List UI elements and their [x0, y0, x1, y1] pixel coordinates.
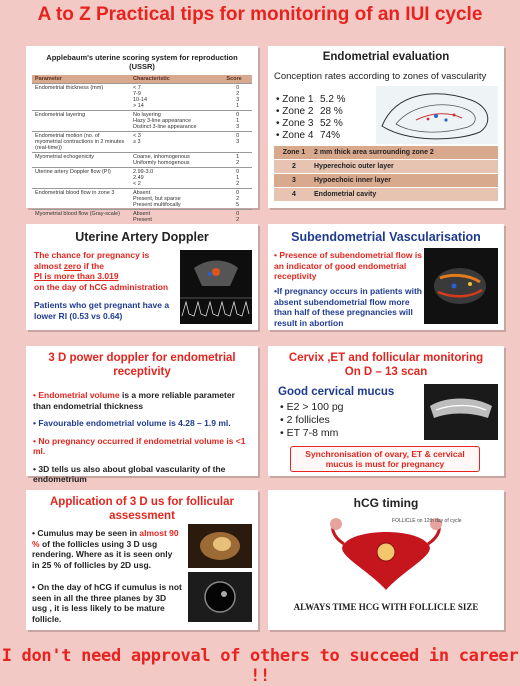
cervix-ultrasound-image	[424, 384, 498, 440]
zone-rate-item	[276, 106, 346, 118]
ussr-cell-char: Absent Present, but sparse Present multifocally	[130, 189, 223, 210]
ussr-title	[26, 53, 258, 71]
ussr-cell-char: Coarse, inhomogenous Uniformly homogenous	[130, 153, 223, 168]
motivational-footer: I don't need approval of others to succeed in career !!	[1, 646, 519, 686]
ussr-header-score: Score	[223, 75, 252, 84]
global-vascularity-bullet: • 3D tells us also about global vascularity of the endometrium	[33, 463, 226, 484]
zone-table-desc: 2 mm thick area surrounding zone 2	[314, 149, 434, 156]
power-doppler-title	[26, 351, 258, 379]
ussr-panel	[26, 46, 258, 223]
ussr-header-characteristic: Characteristic	[130, 75, 223, 84]
zone-table-zone: 4	[292, 191, 296, 198]
power-doppler-title-line2: receptivity	[113, 366, 171, 378]
zone-label: • Zone 1	[276, 94, 314, 105]
power-doppler-panel	[26, 346, 258, 484]
poster-title: A to Z Practical tips for monitoring of an IUI cycle	[37, 4, 483, 25]
hcg-timing-panel	[268, 490, 504, 630]
ussr-cell-score: 0 2 5	[223, 189, 252, 210]
if-the-text: if the	[83, 260, 104, 271]
cervix-criteria-item: • 2 follicles	[280, 414, 330, 426]
cervix-items-list	[280, 401, 344, 440]
ussr-cell-score: 0 3	[223, 132, 252, 153]
ussr-title-line2: (USSR)	[129, 62, 155, 71]
subendometrial-title: Subendometrial Vascularisation	[291, 230, 481, 244]
ussr-cell-char: No layering Hazy 3-line appearance Distinct 3-line appearance	[130, 111, 223, 132]
uterine-artery-doppler-title: Uterine Artery Doppler	[75, 230, 209, 244]
zone-rate-value: 28 %	[320, 106, 343, 117]
ussr-table-row	[32, 210, 252, 225]
power-doppler-title-line1: 3 D power doppler for endometrial	[48, 352, 236, 364]
favourable-volume-bullet: • Favourable endometrial volume is 4.28 – 1.9 ml.	[33, 418, 231, 428]
cervix-title	[268, 351, 504, 379]
ussr-table-row	[32, 111, 252, 132]
cervix-title-line2: On D – 13 scan	[344, 366, 428, 378]
zone-label: • Zone 4	[276, 130, 314, 141]
good-cervical-mucus-heading: Good cervical mucus	[278, 386, 395, 398]
ussr-cell-param: Endometrial blood flow in zone 3	[32, 189, 130, 210]
ussr-cell-score: 1 2	[223, 153, 252, 168]
zone-table-desc: Hypoechoic inner layer	[314, 177, 392, 184]
zone-table-row	[274, 160, 498, 174]
zone-rate-item	[276, 130, 346, 142]
subendometrial-flow-indicator: • Presence of subendometrial flow is an indicator of good endometrial receptivity	[274, 250, 422, 281]
zone-rate-value: 5.2 %	[320, 94, 346, 105]
ussr-cell-score: 0 2 3 1	[223, 84, 252, 111]
ussr-cell-param: Uterine artery Doppler flow (PI)	[32, 168, 130, 189]
zone-rate-value: 52 %	[320, 118, 343, 129]
ussr-table-row	[32, 189, 252, 210]
uterine-artery-doppler-panel	[26, 224, 258, 330]
zone-rate-item	[276, 118, 346, 130]
ussr-cell-char: Absent Present	[130, 210, 223, 225]
cervix-criteria-item: • ET 7-8 mm	[280, 427, 339, 439]
doppler-text-block	[34, 250, 174, 321]
zone-table-row	[274, 174, 498, 188]
illustration-note: FOLLICLE on 12th day of cycle	[392, 518, 462, 524]
cumulus-text-a: • Cumulus may be seen in	[32, 528, 138, 538]
endometrial-volume-label: • Endometrial volume	[33, 390, 120, 400]
follicular-3d-title-line1: Application of 3 D us for follicular	[49, 496, 234, 508]
endometrial-evaluation-title: Endometrial evaluation	[322, 51, 450, 63]
ussr-cell-param: Endometrial layering	[32, 111, 130, 132]
endometrial-evaluation-panel	[268, 46, 504, 208]
no-pregnancy-bullet: • No pregnancy occurred if endometrial volume is <1 ml.	[33, 435, 246, 456]
zone-table-zone: Zone 1	[282, 149, 306, 156]
pi-threshold-text: PI is more than 3.019	[34, 271, 119, 281]
zone-table-desc: Endometrial cavity	[314, 191, 377, 198]
ussr-cell-param: Myometrial blood flow (Gray-scale)	[32, 210, 130, 225]
hcg-timing-caption: ALWAYS TIME HCG WITH FOLLICLE SIZE	[293, 602, 479, 612]
cervix-et-follicular-panel	[268, 346, 504, 476]
cumulus-text-b: of the follicles using 3 D usg rendering. Where as it is seen only in 25 % of follicles by 2D usg.	[32, 538, 173, 570]
zone-table-row	[274, 188, 498, 202]
ussr-cell-score: 0 1 3	[223, 111, 252, 132]
ussr-table-row	[32, 168, 252, 189]
ussr-table-row	[32, 153, 252, 168]
zone-table-zone: 3	[292, 177, 296, 184]
ussr-table-row	[32, 132, 252, 153]
follicular-3d-panel	[26, 490, 258, 630]
zone-label: • Zone 3	[276, 118, 314, 129]
pregnancy-chance-text: The chance for pregnancy is almost	[34, 250, 150, 271]
zone-table-zone: 2	[292, 163, 296, 170]
ussr-cell-param: Endometrial motion (no. of myometrial contractions in 2 minutes (real-time))	[32, 132, 130, 153]
ussr-table	[32, 75, 252, 225]
cervix-title-line1: Cervix ,ET and follicular monitoring	[288, 352, 484, 364]
follicle-2d-usg-image	[188, 572, 252, 622]
ussr-cell-param: Myometrial echogenicity	[32, 153, 130, 168]
cumulus-bullet	[32, 528, 182, 570]
zone-list	[276, 94, 346, 142]
zone-table-row	[274, 146, 498, 160]
follicular-3d-title	[26, 495, 258, 523]
zone-table	[274, 146, 498, 202]
synchronisation-note: Synchronisation of ovary, ET & cervical mucus is must for pregnancy	[290, 446, 480, 472]
endometrial-evaluation-subtitle: Conception rates according to zones of vascularity	[274, 71, 487, 82]
ussr-cell-score: 0 2	[223, 210, 252, 225]
uterus-follicle-illustration	[326, 514, 462, 594]
ussr-cell-param: Endometrial thickness (mm)	[32, 84, 130, 111]
ussr-cell-char: < 3 ≥ 3	[130, 132, 223, 153]
subendometrial-vascularisation-panel	[268, 224, 504, 330]
ussr-table-row	[32, 84, 252, 111]
zone-rate-item	[276, 94, 346, 106]
doppler-waveform-image	[180, 250, 252, 324]
ussr-header-parameter: Parameter	[32, 75, 130, 84]
zone-table-desc: Hyperechoic outer layer	[314, 163, 394, 170]
hcg-cumulus-bullet: • On the day of hCG if cumulus is not seen in all the three planes by 3D usg , it is less likely to be mature follicle.	[32, 582, 182, 624]
zone-rate-value: 74%	[320, 130, 341, 141]
subendometrial-doppler-image	[424, 248, 498, 324]
absent-flow-abortion-text: •If pregnancy occurs in patients with absent subendometrial flow more than half of these pregnancies will result in abortion	[274, 286, 422, 328]
lower-ri-text: Patients who get pregnant have a lower RI (0.53 vs 0.64)	[34, 300, 170, 321]
zero-emphasis: zero	[63, 260, 82, 271]
hcg-day-text: on the day of hCG administration	[34, 281, 169, 292]
uterus-zone-diagram	[376, 86, 498, 144]
ussr-cell-score: 0 1 2	[223, 168, 252, 189]
follicle-3d-render-image	[188, 524, 252, 568]
ussr-cell-char: 2.99-3.0 2.49 < 2	[130, 168, 223, 189]
zone-label: • Zone 2	[276, 106, 314, 117]
follicular-3d-title-line2: assessment	[109, 510, 175, 522]
endometrial-volume-bullet	[33, 390, 251, 411]
power-doppler-bullets	[33, 390, 251, 492]
cumulus-percentage: almost 90 %	[32, 528, 179, 549]
cervix-criteria-item: • E2 > 100 pg	[280, 401, 344, 413]
endometrial-volume-text: is a more reliable parameter than endometrial thickness	[33, 390, 235, 411]
ussr-title-line1: Applebaum's uterine scoring system for reproduction	[46, 53, 238, 62]
ussr-cell-char: < 7 7-9 10-14 > 14	[130, 84, 223, 111]
hcg-timing-title: hCG timing	[353, 496, 419, 510]
